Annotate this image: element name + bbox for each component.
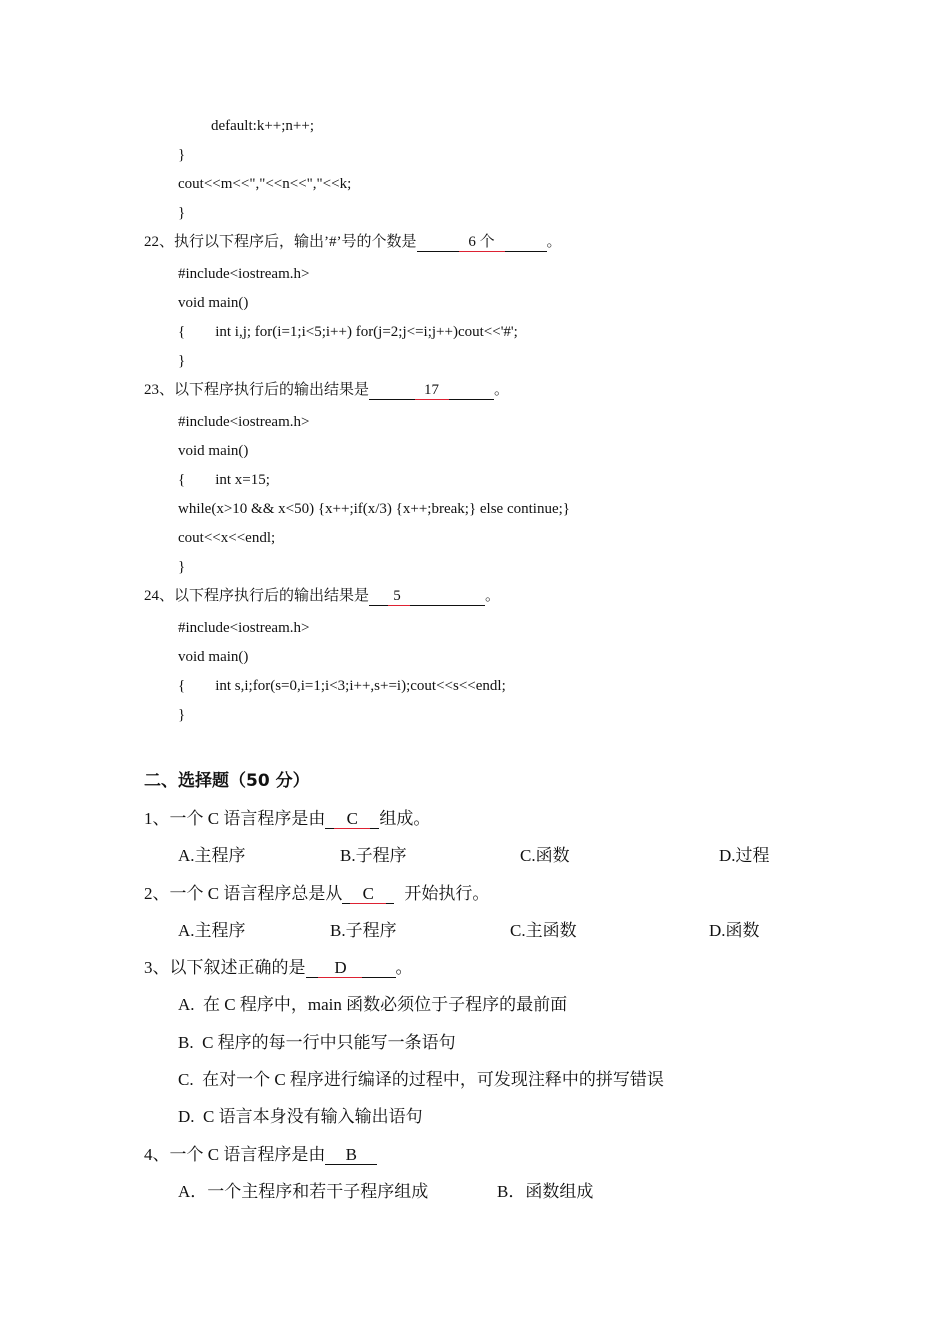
code-line: void main() [178,443,249,459]
choice-question-1 [144,808,430,830]
option-d: D.函数 [709,921,760,940]
question-text: 24、以下程序执行后的输出结果是 [144,588,370,604]
question-suffix: 组成。 [379,809,431,828]
code-line: } [178,559,186,575]
code-line: #include<iostream.h> [178,620,310,636]
code-line: cout<<m<<","<<n<<","<<k; [178,176,352,192]
option-b: B.子程序 [330,921,397,940]
answer-mark [350,903,386,904]
answer-blank [325,1146,377,1165]
code-line: #include<iostream.h> [178,266,310,282]
section-heading: 二、选择题（50 分） [144,771,310,791]
option-d: D. C 语言本身没有输入输出语句 [178,1107,423,1126]
code-line: default:k++;n++; [211,118,314,134]
code-line: } [178,353,186,369]
code-line: void main() [178,295,249,311]
question-23 [144,380,509,400]
question-24 [144,586,500,606]
option-a: A．一个主程序和若干子程序组成 [178,1182,429,1201]
choice-question-3 [144,957,413,979]
option-a: A.主程序 [178,846,246,865]
answer-mark [388,605,410,606]
code-line: } [178,205,186,221]
option-b: B.子程序 [340,846,407,865]
option-c: C.主函数 [510,921,577,940]
option-c: C.函数 [520,846,570,865]
answer-text: C [362,884,375,903]
answer-mark [459,251,505,252]
option-b: B．函数组成 [497,1182,594,1201]
question-text: 2、一个 C 语言程序总是从 [144,884,343,903]
question-text: 23、以下程序执行后的输出结果是 [144,382,370,398]
question-text: 22、执行以下程序后，输出’#’号的个数是 [144,234,417,250]
answer-text: B [345,1145,358,1164]
answer-blank [306,959,396,978]
answer-blank [369,587,485,606]
answer-blank [417,233,547,252]
question-text: 3、以下叙述正确的是 [144,958,306,977]
option-a: A.主程序 [178,921,246,940]
answer-text: 5 [393,588,401,604]
question-text: 4、一个 C 语言程序是由 [144,1145,326,1164]
answer-blank [369,381,494,400]
answer-text: D [334,958,347,977]
choice-question-2 [144,883,489,905]
question-text: 1、一个 C 语言程序是由 [144,809,326,828]
code-line: cout<<x<<endl; [178,530,276,546]
answer-text: C [346,809,359,828]
code-line: } [178,707,186,723]
answer-mark [415,399,449,400]
answer-blank [325,810,379,829]
code-line: { int x=15; [178,472,270,488]
question-22 [144,232,562,252]
question-suffix: 。 [494,382,510,398]
code-line: void main() [178,649,249,665]
code-line: } [178,147,186,163]
code-line: while(x>10 && x<50) {x++;if(x/3) {x++;break;} else continue;} [178,501,570,517]
question-suffix: 。 [485,588,501,604]
option-d: D.过程 [719,846,770,865]
option-b: B. C 程序的每一行中只能写一条语句 [178,1033,456,1052]
option-a: A. 在 C 程序中，main 函数必须位于子程序的最前面 [178,995,568,1014]
code-line: { int s,i;for(s=0,i=1;i<3;i++,s+=i);cout<<s<<endl; [178,678,506,694]
option-c: C. 在对一个 C 程序进行编译的过程中，可发现注释中的拼写错误 [178,1070,664,1089]
answer-blank [342,885,394,904]
question-suffix: 。 [546,234,562,250]
choice-question-4 [144,1144,377,1166]
answer-text: 17 [424,382,440,398]
answer-mark [318,977,362,978]
answer-text: 6 个 [468,234,495,250]
code-line: { int i,j; for(i=1;i<5;i++) for(j=2;j<=i;j++)cout<<'#'; [178,324,518,340]
answer-mark [334,828,370,829]
question-suffix: 。 [395,958,413,977]
code-line: #include<iostream.h> [178,414,310,430]
question-suffix: 开始执行。 [404,884,490,903]
